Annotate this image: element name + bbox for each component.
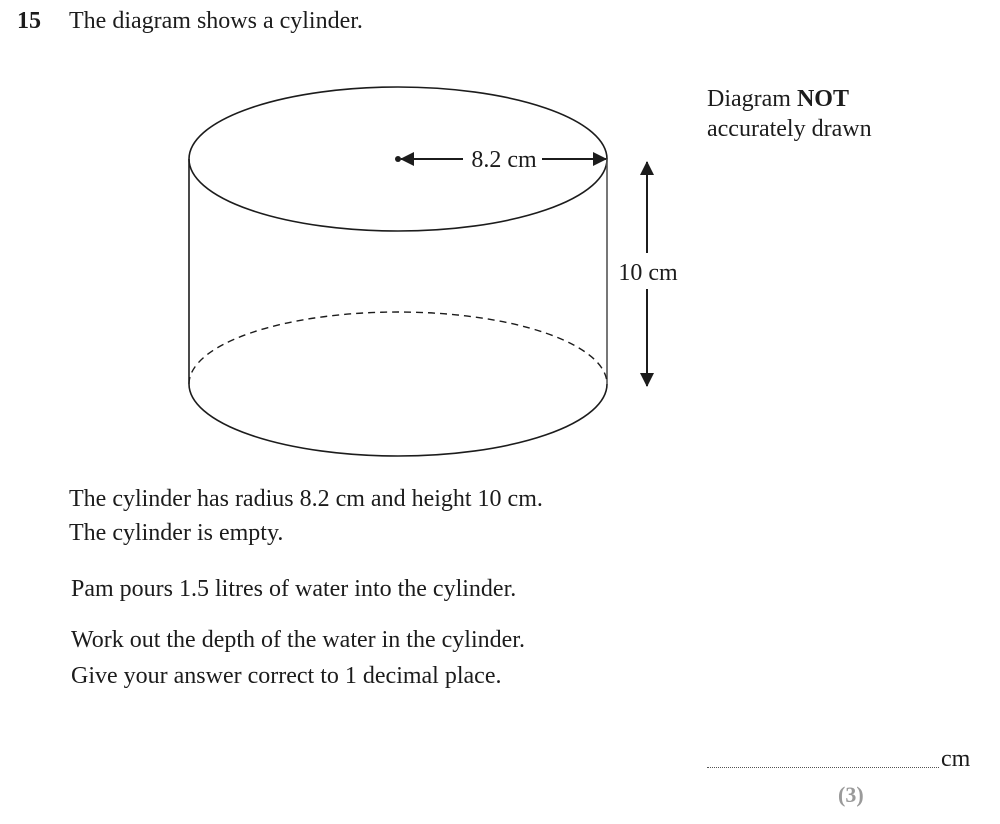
centre-point — [395, 156, 401, 162]
answer-unit: cm — [941, 746, 971, 772]
diagram-note-line2: accurately drawn — [707, 116, 872, 142]
body-line-radius-height: The cylinder has radius 8.2 cm and height 10 cm. — [69, 486, 543, 512]
radius-label: 8.2 cm — [471, 147, 537, 173]
marks-badge: (3) — [838, 782, 864, 807]
question-number: 15 — [17, 8, 41, 34]
diagram-note-line1 — [707, 84, 872, 114]
body-line-pours: Pam pours 1.5 litres of water into the cylinder. — [71, 576, 517, 602]
body-line-instruction: Give your answer correct to 1 decimal place. — [71, 663, 502, 689]
cylinder-bottom-visible-edge — [189, 384, 607, 456]
answer-input-line[interactable] — [707, 767, 939, 768]
question-title: The diagram shows a cylinder. — [69, 8, 363, 34]
diagram-note-not: NOT — [796, 86, 849, 112]
body-line-empty: The cylinder is empty. — [69, 520, 284, 546]
diagram-note — [707, 84, 872, 144]
diagram-note-text: Diagram — [707, 86, 797, 112]
body-line-task: Work out the depth of the water in the cylinder. — [71, 627, 525, 653]
height-label: 10 cm — [618, 260, 678, 286]
cylinder-bottom-hidden-edge — [189, 312, 607, 384]
